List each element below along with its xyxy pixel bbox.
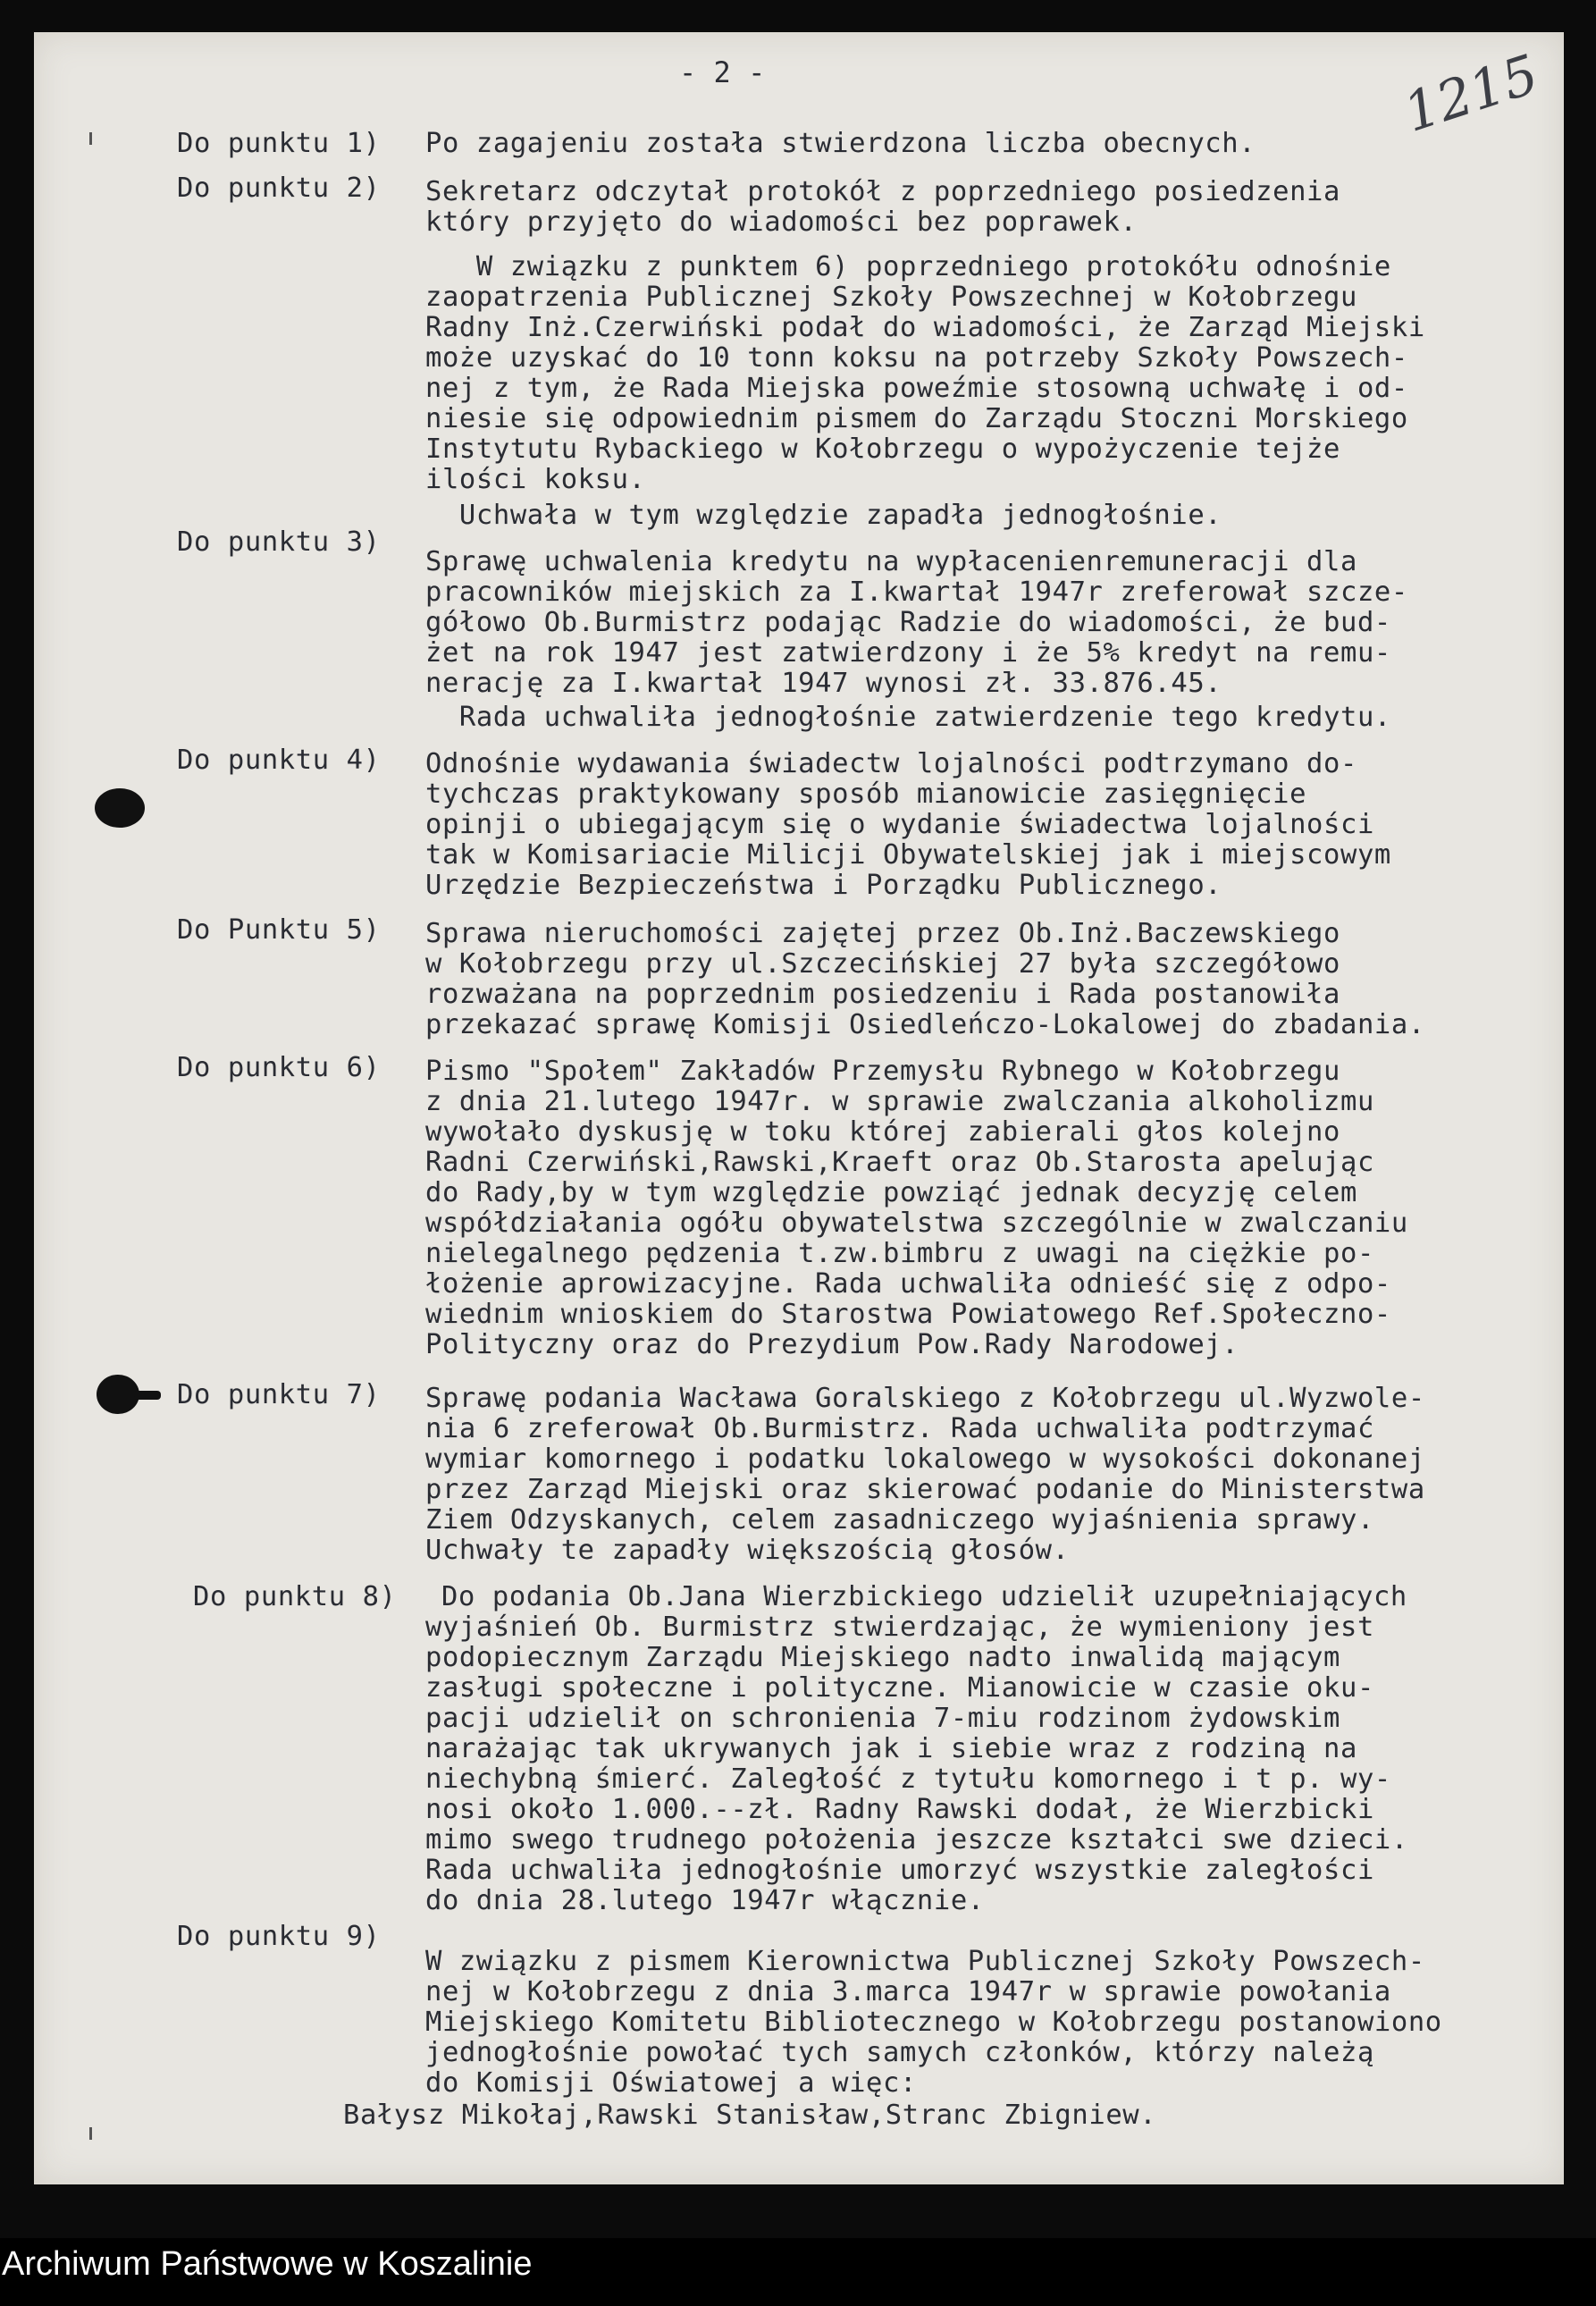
item-text-line: narażając tak ukrywanych jak i siebie wraz z rodziną na [425, 1733, 1357, 1764]
item-text-line: nerację za I.kwartał 1947 wynosi zł. 33.876.45. [425, 668, 1222, 699]
item-text-line: przez Zarząd Miejski oraz skierować podanie do Ministerstwa [425, 1474, 1425, 1505]
item-text-line: Radni Czerwiński,Rawski,Kraeft oraz Ob.Starosta apelując [425, 1147, 1374, 1178]
item-text-line: gółowo Ob.Burmistrz podając Radzie do wiadomości, że bud- [425, 607, 1391, 638]
margin-tick-top [89, 132, 92, 145]
punch-hole-upper [95, 788, 145, 828]
item-text-line: tychczas praktykowany sposób mianowicie zasięgnięcie [425, 778, 1307, 810]
item-text-line: Pismo "Społem" Zakładów Przemysłu Rybnego w Kołobrzegu [425, 1056, 1340, 1087]
item-label: Do punktu 7) [177, 1379, 381, 1410]
item-text-line: opinji o ubiegającym się o wydanie świadectwa lojalności [425, 809, 1374, 840]
item-text-line: z dnia 21.lutego 1947r. w sprawie zwalczania alkoholizmu [425, 1086, 1374, 1117]
item-text-line: W związku z pismem Kierownictwa Publicznej Szkoły Powszech- [425, 1946, 1425, 1977]
item-text-line: pracowników miejskich za I.kwartał 1947r zreferował szcze- [425, 576, 1408, 608]
item-text-line: Po zagajeniu została stwierdzona liczba obecnych. [425, 128, 1256, 159]
item-text-line: W związku z punktem 6) poprzedniego protokółu odnośnie [425, 251, 1391, 282]
item-text-line: Rada uchwaliła jednogłośnie zatwierdzenie tego kredytu. [425, 702, 1391, 733]
item-label: Do punktu 3) [177, 526, 381, 558]
item-label: Do punktu 6) [177, 1052, 381, 1083]
item-text-line: zasługi społeczne i polityczne. Mianowicie w czasie oku- [425, 1672, 1374, 1704]
item-text-line: może uzyskać do 10 tonn koksu na potrzeby Szkoły Powszech- [425, 342, 1408, 374]
item-text-line: Radny Inż.Czerwiński podał do wiadomości, że Zarząd Miejski [425, 312, 1425, 343]
item-text-line: łożenie aprowizacyjne. Rada uchwaliła odnieść się z odpo- [425, 1268, 1391, 1300]
item-text-line: tak w Komisariacie Milicji Obywatelskiej jak i miejscowym [425, 839, 1391, 871]
item-label: Do punktu 2) [177, 173, 381, 204]
item-text-line: Sprawa nieruchomości zajętej przez Ob.Inż.Baczewskiego [425, 918, 1340, 949]
item-text-line: zaopatrzenia Publicznej Szkoły Powszechnej w Kołobrzegu [425, 282, 1357, 313]
item-text-line: Instytutu Rybackiego w Kołobrzegu o wypożyczenie tejże [425, 433, 1340, 465]
item-text-line: wymiar komornego i podatku lokalowego w wysokości dokonanej [425, 1443, 1425, 1475]
punch-hole-lower-tail [134, 1391, 161, 1400]
commission-members-line: Bałysz Mikołaj,Rawski Stanisław,Stranc Zbigniew. [343, 2100, 1157, 2131]
item-text-line: mimo swego trudnego położenia jeszcze kształci swe dzieci. [425, 1824, 1408, 1856]
item-text-line: w Kołobrzegu przy ul.Szczecińskiej 27 była szczegółowo [425, 948, 1340, 980]
margin-tick-bottom [89, 2127, 92, 2140]
item-text-line: nia 6 zreferował Ob.Burmistrz. Rada uchwaliła podtrzymać [425, 1413, 1374, 1444]
item-text-line: rozważana na poprzednim posiedzeniu i Rada postanowiła [425, 979, 1340, 1010]
item-text-line: Uchwała w tym względzie zapadła jednogłośnie. [425, 500, 1222, 531]
item-text-line: do Komisji Oświatowej a więc: [425, 2067, 917, 2099]
item-text-line: Polityczny oraz do Prezydium Pow.Rady Narodowej. [425, 1329, 1239, 1360]
handwritten-folio-number: 1215 [1396, 43, 1546, 145]
item-label: Do punktu 4) [177, 745, 381, 776]
page-number: - 2 - [679, 55, 766, 89]
item-text-line: nej w Kołobrzegu z dnia 3.marca 1947r w sprawie powołania [425, 1976, 1391, 2007]
item-text-line: wiednim wnioskiem do Starostwa Powiatowego Ref.Społeczno- [425, 1299, 1391, 1330]
item-label: Do punktu 1) [177, 128, 381, 159]
item-label: Do punktu 9) [177, 1921, 381, 1952]
item-text-line: niechybną śmierć. Zaległość z tytułu komornego i t p. wy- [425, 1763, 1391, 1795]
item-text-line: nosi około 1.000.--zł. Radny Rawski dodał, że Wierzbicki [425, 1794, 1374, 1825]
item-text-line: przekazać sprawę Komisji Osiedleńczo-Lokalowej do zbadania. [425, 1009, 1425, 1040]
item-text-line: Urzędzie Bezpieczeństwa i Porządku Publicznego. [425, 870, 1222, 901]
item-text-line: jednogłośnie powołać tych samych członków, którzy należą [425, 2037, 1374, 2068]
item-text-line: Ziem Odzyskanych, celem zasadniczego wyjaśnienia sprawy. [425, 1504, 1374, 1536]
item-text-line: ilości koksu. [425, 464, 646, 495]
punch-hole-lower [97, 1375, 139, 1414]
item-label: Do Punktu 5) [177, 914, 381, 946]
item-text-line: niesie się odpowiednim pismem do Zarządu Stoczni Morskiego [425, 403, 1408, 434]
item-text-line: Rada uchwaliła jednogłośnie umorzyć wszystkie zaległości [425, 1855, 1374, 1886]
item-text-line: Odnośnie wydawania świadectw lojalności podtrzymano do- [425, 748, 1357, 779]
archive-name: Archiwum Państwowe w Koszalinie [2, 2245, 533, 2283]
item-text-line: Sekretarz odczytał protokół z poprzedniego posiedzenia [425, 176, 1340, 207]
item-text-line: Sprawę podania Wacława Goralskiego z Kołobrzegu ul.Wyzwole- [425, 1383, 1425, 1414]
item-text-line: Miejskiego Komitetu Bibliotecznego w Kołobrzegu postanowiono [425, 2007, 1442, 2038]
item-text-line: nielegalnego pędzenia t.zw.bimbru z uwagi na ciężkie po- [425, 1238, 1374, 1269]
item-text-line: nej z tym, że Rada Miejska poweźmie stosowną uchwałę i od- [425, 373, 1408, 404]
item-text-line: wyjaśnień Ob. Burmistrz stwierdzając, że wymieniony jest [425, 1612, 1374, 1643]
item-text-line: wywołało dyskusję w toku której zabierali głos kolejno [425, 1116, 1340, 1148]
item-text-line: który przyjęto do wiadomości bez poprawek. [425, 206, 1138, 238]
item-text-line: Uchwały te zapadły większością głosów. [425, 1535, 1070, 1566]
item-text-line: pacji udzielił on schronienia 7-miu rodzinom żydowskim [425, 1703, 1340, 1734]
item-text-line: Do podania Ob.Jana Wierzbickiego udzielił uzupełniających [441, 1581, 1407, 1612]
item-text-line: współdziałania ogółu obywatelstwa szczególnie w zwalczaniu [425, 1208, 1408, 1239]
item-text-line: podopiecznym Zarządu Miejskiego nadto inwalidą mającym [425, 1642, 1340, 1673]
item-text-line: żet na rok 1947 jest zatwierdzony i że 5% kredyt na remu- [425, 637, 1391, 669]
item-text-line: do Rady,by w tym względzie powziąć jednak decyzję celem [425, 1177, 1357, 1208]
item-label: Do punktu 8) [193, 1581, 397, 1612]
item-text-line: Sprawę uchwalenia kredytu na wypłacenienremuneracji dla [425, 546, 1357, 577]
item-text-line: do dnia 28.lutego 1947r włącznie. [425, 1885, 985, 1916]
